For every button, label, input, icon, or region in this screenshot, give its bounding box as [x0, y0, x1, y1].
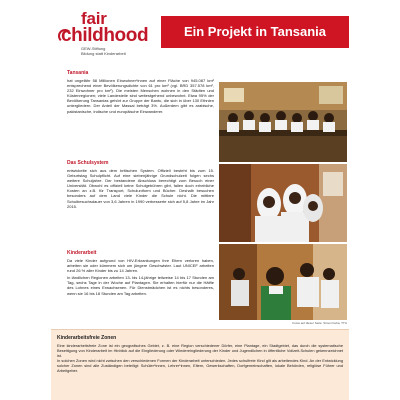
- info-box: [51, 329, 349, 400]
- photo-caption: Fotos auf dieser Seite: Simon Keba, TTU: [292, 321, 347, 325]
- section-heading: Kinderarbeit: [67, 250, 97, 256]
- section-paragraph: entwickelte sich aus dem britischen System. Offiziell besteht bis zum 15. Geburtstag Schulpflicht. Auf eine siebenjährige Grundschulzeit folgen sechs weitere Schuljahre. Der bestandene Abschluss berechtigt zum Besuch einer Universität. Obwohl es offiziell keine Schulgebühren gibt, fallen doch erhebliche Kosten an z.B. für Transport, Schuluniform und Bücher. Deshalb besuchen besonders auf dem Land viele Kinder die Schule nicht. Die mittlere Schulbesuchsdauer von 3,6 Jahren in 1990 verbesserte sich auf 5,8 Jahre im Jahr 2015.: [67, 168, 214, 209]
- section-schulsystem: [67, 160, 214, 209]
- logo-line2: childhood: [61, 25, 149, 46]
- section-kinderarbeit: [67, 250, 214, 296]
- logo-line1: fair: [81, 9, 107, 28]
- document-page: [51, 0, 349, 400]
- logo-sub2: Bildung statt Kinderarbeit: [81, 51, 126, 56]
- children-photo: [219, 244, 347, 320]
- section-paragraph: Da viele Kinder aufgrund von HIV-Erkrankungen ihre Eltern verloren haben, arbeiten sie oder kümmern sich um jüngere Geschwister. Laut UNICEF arbeiten rund 26 % aller Kinder bis zu 14 Jahren.: [67, 258, 214, 274]
- section-paragraph: hat ungefähr 58 Millionen Einwohner*innen auf einer Fläche von 945.087 km² entsprechend einer Bevölkerungsdichte von 61 pro km² (vgl. BRD 357.578 km², 232 Einwohner pro km²). Die meisten Menschen wohnen in den Städten und Küstenregionen; viele Landesteile sind weitestgehend unbewohnt. Etwa 95% der Bevölkerung Tansanias gehört zur Gruppe der Bantu, die sich in über 130 Ethnien untergliedern. Der Anteil der Massai beträgt 3%. Außerdem gibt es arabische, pakistanische, indische und europäische Einwanderer.: [67, 78, 214, 114]
- section-heading: Tansania: [67, 70, 89, 76]
- girls-photo: [219, 164, 347, 242]
- section-tansania: [67, 70, 214, 114]
- page-title: Ein Projekt in Tansania: [183, 24, 327, 39]
- info-box-text: [57, 343, 343, 374]
- logo-sub1: GEW-Stiftung: [81, 46, 106, 51]
- logo-subtitle: [81, 46, 126, 56]
- info-box-title: Kinderarbeitsfreie Zonen: [57, 335, 117, 341]
- section-heading: Das Schulsystem: [67, 160, 109, 166]
- section-paragraph: In ländlichen Regionen arbeiten 13- bis 14-jährige teilweise 14 bis 17 Stunden am Tag, sechs Tage in der Woche auf Plantagen. Sie erhalten hierfür nur die Hälfte des Lohnes eines Erwachsenen. Für Dienstmädchen ist es nichts besonderes, wenn sie 16 bis 18 Stunden am Tag arbeiten.: [67, 275, 214, 296]
- classroom-photo: [219, 82, 347, 162]
- title-banner: [161, 16, 349, 48]
- info-box-paragraph: In solchen Zonen wird nicht zwischen den verschiedenen Formen der Kinderarbeit unterschieden. Jedes schulfreie Kind gilt als arbeitendes Kind. An der Entwicklung solcher Zonen sind alle Zuständigen beteiligt: Schüler*innen, Lehrer*innen, Eltern, Gewerkschaften, Dorfgemeinschaften, lokale Behörden, religiöse Führer und Arbeitgeber.: [57, 358, 343, 374]
- info-box-paragraph: Eine kinderarbeitsfreie Zone ist ein geografisches Gebiet, z. B. eine Region verschiedener Dörfer, eine Plantage, ein Stadtgebiet, das durch die systematische Beseitigung von Kinderarbeit im Hinblick auf die Eingliederung oder Wiedereingliederung der Kinder und Jugendlichen in öffentliche Vollzeit-Schulen gekennzeichnet ist.: [57, 343, 343, 359]
